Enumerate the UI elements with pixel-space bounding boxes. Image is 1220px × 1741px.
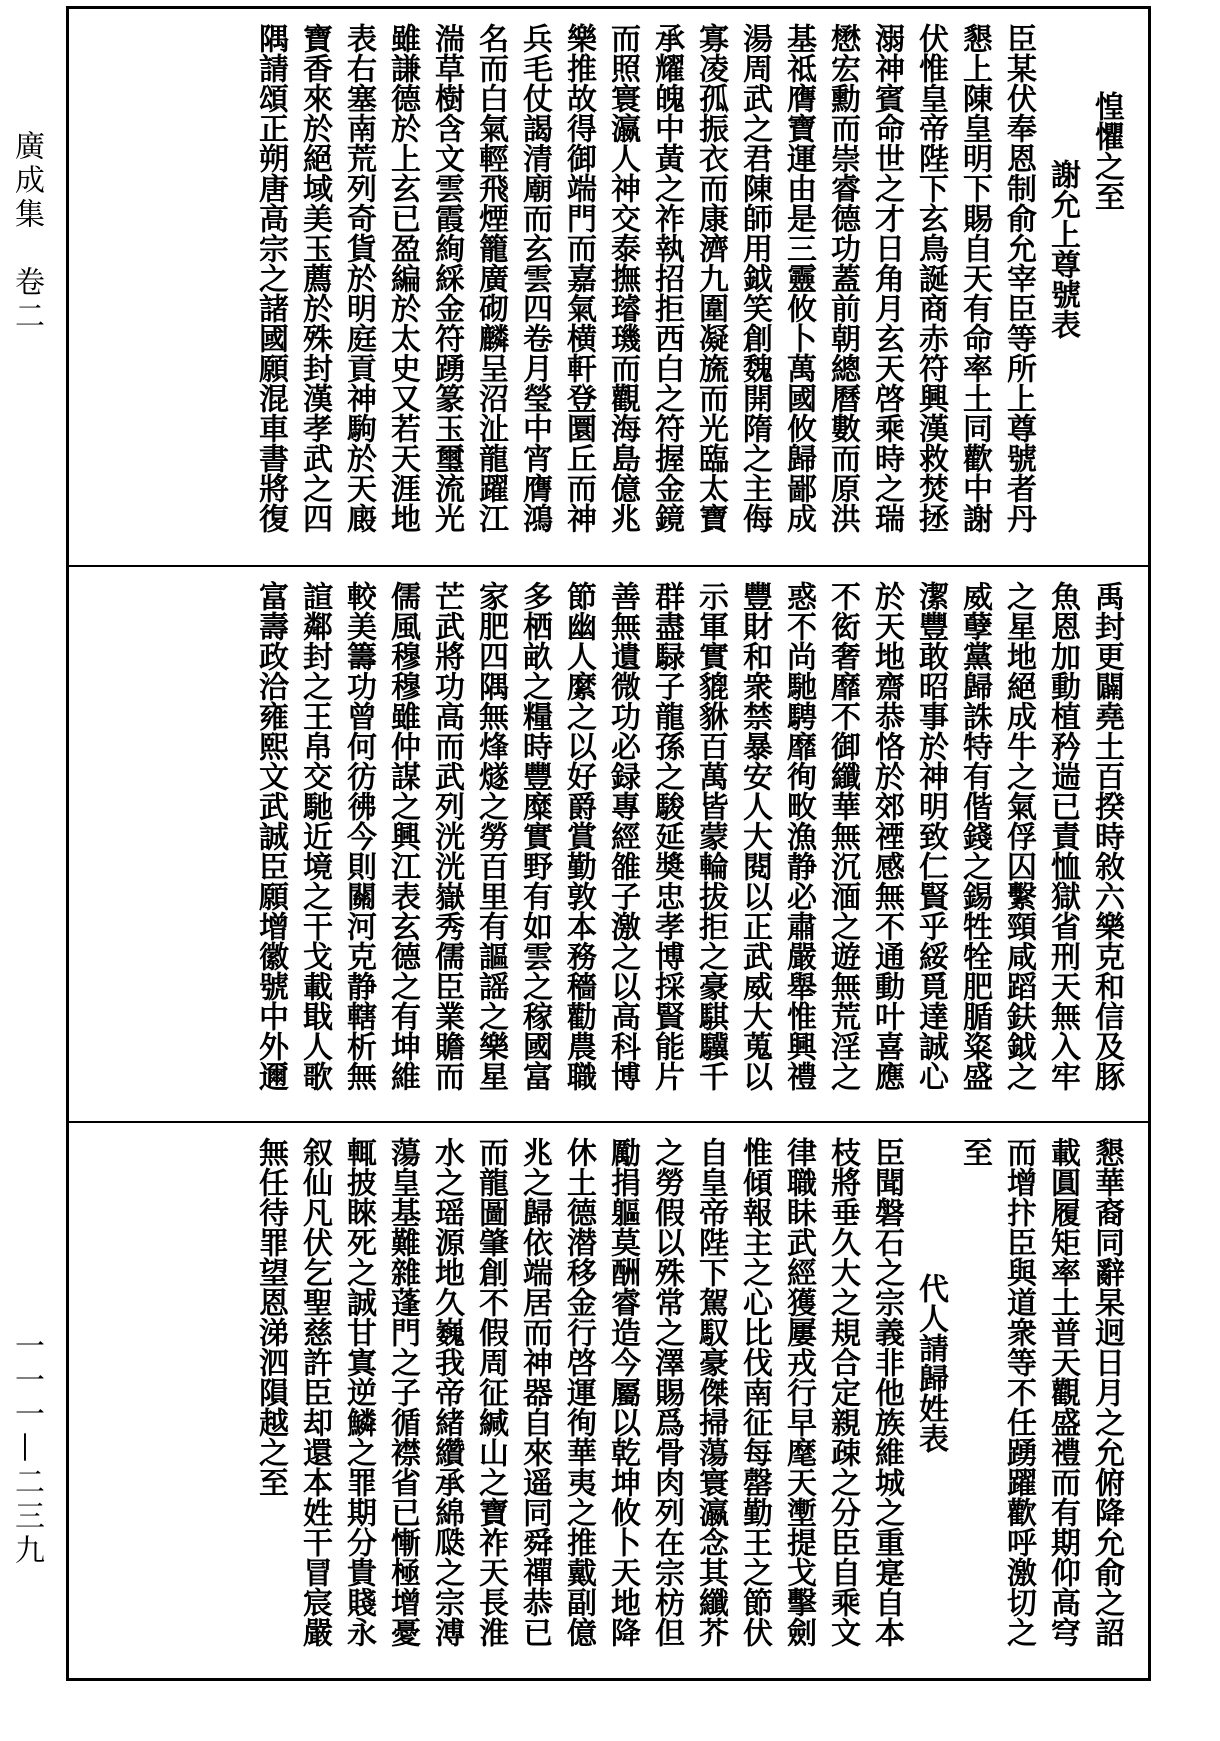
text-column: 威孽黨歸誅特有偕錢之錫牲牷肥腯粢盛	[957, 581, 992, 1091]
text-column: 芒武將功高而武列洸洸嶽秀儒臣業贍而	[429, 581, 464, 1091]
column-group	[248, 1137, 1128, 1668]
text-column: 溺神賓命世之才日角月玄天啓乘時之瑞	[869, 23, 904, 533]
text-column: 承耀魄中黃之祚執招拒西白之符握金鏡	[649, 23, 684, 533]
text-column: 惶懼之至	[1089, 91, 1124, 211]
text-column: 至	[957, 1137, 992, 1167]
text-column: 懋宏勳而崇睿德功蓋前朝總曆數而原洪	[825, 23, 860, 533]
text-column: 寡凌孤振衣而康濟九圍凝旒而光臨太寶	[693, 23, 728, 533]
text-column: 代人請歸姓表	[913, 1273, 948, 1453]
text-column: 儒風穆穆雖仲謀之興江表玄德之有坤維	[385, 581, 420, 1091]
text-column: 魚恩加動植矜遄已責恤獄省刑天無入牢	[1045, 581, 1080, 1091]
text-column: 禹封更闢堯土百揆時敘六樂克和信及豚	[1089, 581, 1124, 1091]
text-column: 水之瑶源地久巍我帝緒纘承綿瓞之宗溥	[429, 1137, 464, 1647]
text-column: 表右塞南荒列奇貨於明庭貢神駒於天廄	[341, 23, 376, 533]
text-column: 輒披睞死之誠甘寘逆鱗之罪期分貴賤永	[341, 1137, 376, 1647]
text-column: 而龍圖肇創不假周征緘山之寶祚天長淮	[473, 1137, 508, 1647]
text-column: 自皇帝陛下駕馭豪傑掃蕩寰瀛念其纖芥	[693, 1137, 728, 1647]
text-column: 兆之歸依端居而神器自來遥同舜禪恭已	[517, 1137, 552, 1647]
text-column: 豐財和衆禁暴安人大閱以正武威大蒐以	[737, 581, 772, 1091]
text-column: 懇華裔同辭杲迥日月之允俯降允俞之詔	[1089, 1137, 1124, 1647]
text-column: 枝將垂久大之規合定親疎之分臣自乘文	[825, 1137, 860, 1647]
text-column: 群盡騄子龍孫之駿延奬忠孝博採賢能片	[649, 581, 684, 1091]
text-column: 湍草樹含文雲霞絢綵金符踴篆玉璽流光	[429, 23, 464, 533]
text-column: 多栖畝之糧時豐糜實野有如雲之稼國富	[517, 581, 552, 1091]
text-column: 無任待罪望恩涕泗隕越之至	[253, 1137, 288, 1497]
text-column: 臣某伏奉恩制俞允宰臣等所上尊號者丹	[1001, 23, 1036, 533]
column-group	[248, 23, 1128, 555]
text-column: 不衒奢靡不御纖華無沉湎之遊無荒淫之	[825, 581, 860, 1091]
text-column: 叙仙凡伏乞聖慈許臣却還本姓干冒宸嚴	[297, 1137, 332, 1647]
text-column: 謝允上尊號表	[1045, 159, 1080, 339]
text-column: 律職眛武經獲屢戎行早麾天壍提戈擊劍	[781, 1137, 816, 1647]
text-column: 名而白氣輕飛煙籠廣砌麟呈沼沚龍躍江	[473, 23, 508, 533]
text-column: 示軍實貔貅百萬皆蒙輪拔拒之豪騏驥千	[693, 581, 728, 1091]
text-column: 節幽人縻之以好爵賞勤敦本務穡勸農職	[561, 581, 596, 1091]
margin-book-title: 廣成集 卷二	[9, 130, 44, 334]
text-column: 載圓履矩率土普天觀盛禮而有期仰高穹	[1045, 1137, 1080, 1647]
text-column: 較美籌功曾何彷彿今則關河克静轄析無	[341, 581, 376, 1091]
text-column: 而增抃臣與道衆等不任踴躍歡呼激切之	[1001, 1137, 1036, 1647]
text-column: 湯周武之君陳師用鉞笑創魏開隋之主侮	[737, 23, 772, 533]
text-column: 兵毛仗謁清廟而玄雲四卷月瑩中宵膺鴻	[517, 23, 552, 533]
text-column: 諠鄰封之王帛交馳近境之干戈載戢人歌	[297, 581, 332, 1091]
text-panel-middle	[69, 567, 1148, 1123]
text-column: 寶香來於絕域美玉薦於殊封漢孝武之四	[297, 23, 332, 533]
text-column: 惟傾報主之心比伐南征每罄勤王之節伏	[737, 1137, 772, 1647]
text-column: 雖謙德於上玄已盈編於太史又若天涯地	[385, 23, 420, 533]
text-column: 伏惟皇帝陛下玄鳥誕商赤符興漢救焚拯	[913, 23, 948, 533]
text-column: 臣聞磐石之宗義非他族維城之重寔自本	[869, 1137, 904, 1647]
text-column: 基祗膺寶運由是三靈攸卜萬國攸歸鄙成	[781, 23, 816, 533]
text-column: 隅請頌正朔唐高宗之諸國願混車書將復	[253, 23, 288, 533]
text-column: 休土德潜移金行啓運徇華夷之推戴副億	[561, 1137, 596, 1647]
text-panel-top	[69, 9, 1148, 567]
text-column: 勵捐軀莫酬睿造今屬以乾坤攸卜天地降	[605, 1137, 640, 1647]
page-frame	[66, 6, 1151, 1681]
text-column: 富壽政洽雍熙文武誠臣願增徽號中外邇	[253, 581, 288, 1091]
text-column: 蕩皇基難雜蓬門之子循襟省已慚極增憂	[385, 1137, 420, 1647]
column-group	[248, 581, 1128, 1111]
text-column: 之星地絕成牛之氣俘囚繫頸咸蹈鈇鉞之	[1001, 581, 1036, 1091]
text-column: 潔豐敢昭事於神明致仁賢乎綏覓達誠心	[913, 581, 948, 1091]
text-column: 於天地齋恭恪於郊禋感無不通動叶喜應	[869, 581, 904, 1091]
text-column: 惑不尚馳騁靡徇畋漁静必肅嚴舉惟興禮	[781, 581, 816, 1091]
text-column: 樂推故得御端門而嘉氣横軒登圜丘而神	[561, 23, 596, 533]
text-column: 而照寰瀛人神交泰撫璿璣而觀海島億兆	[605, 23, 640, 533]
text-column: 之勞假以殊常之澤賜爲骨肉列在宗枋但	[649, 1137, 684, 1647]
text-panel-bottom	[69, 1123, 1148, 1678]
margin-page-number: 一一一—二三九	[9, 1330, 44, 1568]
text-column: 懇上陳皇明下賜自天有命率土同歡中謝	[957, 23, 992, 533]
text-column: 善無遺微功必録專經雒子激之以高科博	[605, 581, 640, 1091]
text-column: 家肥四隅無烽燧之勞百里有謳謡之樂星	[473, 581, 508, 1091]
